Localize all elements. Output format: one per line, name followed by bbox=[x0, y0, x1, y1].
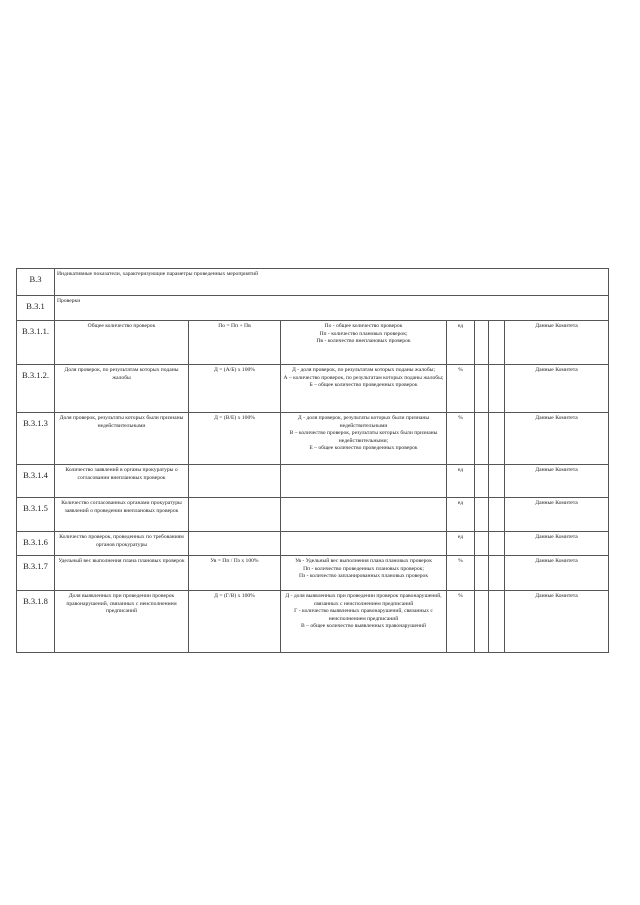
empty-cell bbox=[475, 532, 489, 556]
table-row bbox=[17, 498, 609, 532]
indicator-unit: ед bbox=[447, 321, 475, 365]
indicator-description bbox=[281, 498, 447, 532]
indicator-description bbox=[281, 465, 447, 498]
empty-cell bbox=[489, 532, 505, 556]
indicator-formula: Ув = Пп / Пз х 100% bbox=[189, 556, 281, 591]
empty-cell bbox=[475, 321, 489, 365]
indicator-code: В.3.1.1. bbox=[17, 321, 55, 365]
description-line: Пв - количество внеплановых проверок bbox=[316, 338, 411, 345]
indicator-source: Данные Комитета bbox=[505, 321, 609, 365]
empty-cell bbox=[475, 365, 489, 413]
indicator-source: Данные Комитета bbox=[505, 591, 609, 653]
subsection-code: В.3.1 bbox=[17, 296, 55, 321]
indicator-unit: ед bbox=[447, 532, 475, 556]
indicator-unit: ед bbox=[447, 498, 475, 532]
indicator-formula: Д = (Г/В) х 100% bbox=[189, 591, 281, 653]
indicator-description bbox=[281, 365, 447, 413]
indicator-source: Данные Комитета bbox=[505, 532, 609, 556]
indicator-name: Количество проверок, проведенных по требованиям органов прокуратуры bbox=[55, 532, 189, 556]
indicator-source: Данные Комитета bbox=[505, 365, 609, 413]
description-line: Д - доля проверок, результаты которых были признаны недействительными bbox=[297, 415, 430, 429]
description-line: Б – общее количество проведенных проверок bbox=[309, 382, 418, 389]
empty-cell bbox=[475, 413, 489, 465]
indicator-description bbox=[281, 321, 447, 365]
empty-cell bbox=[489, 591, 505, 653]
indicator-source: Данные Комитета bbox=[505, 556, 609, 591]
indicator-description bbox=[281, 413, 447, 465]
indicator-code: В.3.1.4 bbox=[17, 465, 55, 498]
empty-cell bbox=[489, 413, 505, 465]
table-row bbox=[17, 365, 609, 413]
indicator-code: В.3.1.5 bbox=[17, 498, 55, 532]
empty-cell bbox=[489, 556, 505, 591]
description-line: Пп - количество плановых проверок; bbox=[319, 330, 408, 337]
section-code: В.3 bbox=[17, 269, 55, 296]
indicator-formula: По = Пп + Пв bbox=[189, 321, 281, 365]
description-line: Г - количество выявленных правонарушений, связанных с неисполнением предписаний bbox=[294, 608, 433, 622]
table-row bbox=[17, 532, 609, 556]
description-line: Пз - количество запланированных плановых проверок bbox=[298, 573, 429, 580]
description-line: Ув - Удельный вес выполнения плана плановых проверок bbox=[295, 558, 432, 564]
indicator-name: Доля проверок, по результатам которых поданы жалобы bbox=[55, 365, 189, 413]
table-row bbox=[17, 556, 609, 591]
empty-cell bbox=[475, 498, 489, 532]
description-line: А – количество проверок, по результатам которых поданы жалобы; bbox=[283, 374, 444, 381]
empty-cell bbox=[489, 465, 505, 498]
empty-cell bbox=[489, 321, 505, 365]
indicator-name: Доля проверок, результаты которых были признаны недействительными bbox=[55, 413, 189, 465]
section-title: Индикативные показатели, характеризующие параметры проведенных мероприятий bbox=[55, 269, 609, 296]
indicator-description bbox=[281, 556, 447, 591]
table-row bbox=[17, 413, 609, 465]
section-header-row bbox=[17, 269, 609, 296]
empty-cell bbox=[489, 365, 505, 413]
indicator-name: Количество заявлений в органы прокуратуры о согласовании внеплановых проверок bbox=[55, 465, 189, 498]
indicator-description bbox=[281, 591, 447, 653]
indicator-unit: % bbox=[447, 413, 475, 465]
indicator-source: Данные Комитета bbox=[505, 413, 609, 465]
indicator-formula bbox=[189, 532, 281, 556]
indicator-unit: % bbox=[447, 591, 475, 653]
indicator-name: Доля выявленных при проведении проверок правонарушений, связанных с неисполнением предписаний bbox=[55, 591, 189, 653]
subsection-title: Проверки bbox=[55, 296, 609, 321]
indicator-name: Удельный вес выполнения плана плановых проверок bbox=[55, 556, 189, 591]
empty-cell bbox=[489, 498, 505, 532]
indicator-name: Количество согласованных органами прокуратуры заявлений о проведении внеплановых проверок bbox=[55, 498, 189, 532]
empty-cell bbox=[475, 591, 489, 653]
indicator-code: В.3.1.3 bbox=[17, 413, 55, 465]
description-line: В – количество проверок, результаты которых были признаны недействительными; bbox=[289, 430, 438, 444]
indicator-description bbox=[281, 532, 447, 556]
indicator-source: Данные Комитета bbox=[505, 465, 609, 498]
indicator-unit: % bbox=[447, 365, 475, 413]
indicator-name: Общее количество проверок bbox=[55, 321, 189, 365]
indicator-unit: % bbox=[447, 556, 475, 591]
indicators-table bbox=[16, 268, 609, 653]
description-line: Д - доля выявленных при проведении проверок правонарушений, связанных с неисполнением предписаний bbox=[285, 593, 442, 607]
indicator-formula: Д = (В/Е) х 100% bbox=[189, 413, 281, 465]
description-line: В – общее количество выявленных правонарушений bbox=[301, 623, 426, 630]
indicator-unit: ед bbox=[447, 465, 475, 498]
table-row bbox=[17, 321, 609, 365]
indicator-code: В.3.1.6 bbox=[17, 532, 55, 556]
indicator-formula: Д = (А/Б) х 100% bbox=[189, 365, 281, 413]
indicator-formula bbox=[189, 498, 281, 532]
empty-cell bbox=[475, 465, 489, 498]
indicator-formula bbox=[189, 465, 281, 498]
indicator-code: В.3.1.2. bbox=[17, 365, 55, 413]
table-row bbox=[17, 465, 609, 498]
subsection-header-row bbox=[17, 296, 609, 321]
empty-cell bbox=[475, 556, 489, 591]
description-line: По - общее количество проверок bbox=[324, 323, 403, 329]
indicator-source: Данные Комитета bbox=[505, 498, 609, 532]
indicator-code: В.3.1.7 bbox=[17, 556, 55, 591]
indicator-code: В.3.1.8 bbox=[17, 591, 55, 653]
description-line: Е – общее количество проведенных проверок bbox=[309, 445, 418, 452]
table-row bbox=[17, 591, 609, 653]
description-line: Д - доля проверок, по результатам которых поданы жалобы; bbox=[291, 367, 435, 373]
description-line: Пп - количество проведенных плановых проверок; bbox=[303, 565, 424, 572]
